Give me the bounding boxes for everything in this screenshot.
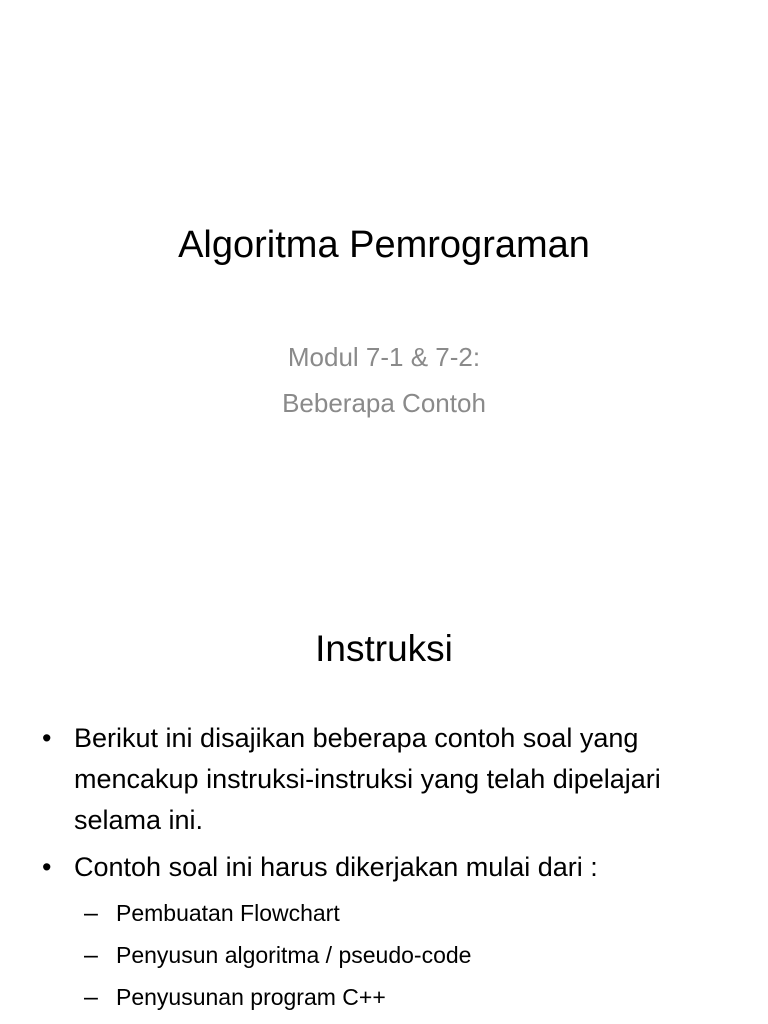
presentation-subtitle [0, 334, 768, 426]
sub-bullet-text: Penyusun algoritma / pseudo-code [116, 942, 472, 968]
dash-icon: – [84, 941, 98, 969]
instructions-slide [0, 576, 768, 1024]
bullet-list [40, 718, 740, 1024]
subtitle-line-module: Modul 7-1 & 7-2: [287, 342, 481, 372]
bullet-text: Berikut ini disajikan beberapa contoh soal yang mencakup instruksi-instruksi yang telah dipelajari selama ini. [74, 723, 661, 835]
bullet-dot-icon: • [42, 852, 52, 882]
dash-icon: – [84, 983, 98, 1011]
bullet-text: Contoh soal ini harus dikerjakan mulai dari : [74, 852, 598, 882]
bullet-item [40, 718, 740, 841]
sub-bullet-text: Penyusunan program C++ [116, 984, 386, 1010]
presentation-title: Algoritma Pemrograman [178, 224, 590, 266]
bullet-dot-icon: • [42, 723, 52, 753]
sub-bullet-item [82, 892, 740, 934]
subtitle-line-examples: Beberapa Contoh [282, 388, 486, 418]
sub-bullet-text: Pembuatan Flowchart [116, 900, 340, 926]
bullet-item [40, 847, 740, 1018]
sub-bullet-item [82, 934, 740, 976]
sub-bullet-list [74, 892, 740, 1018]
slide-title: Instruksi [315, 628, 453, 669]
sub-bullet-item [82, 976, 740, 1018]
dash-icon: – [84, 899, 98, 927]
